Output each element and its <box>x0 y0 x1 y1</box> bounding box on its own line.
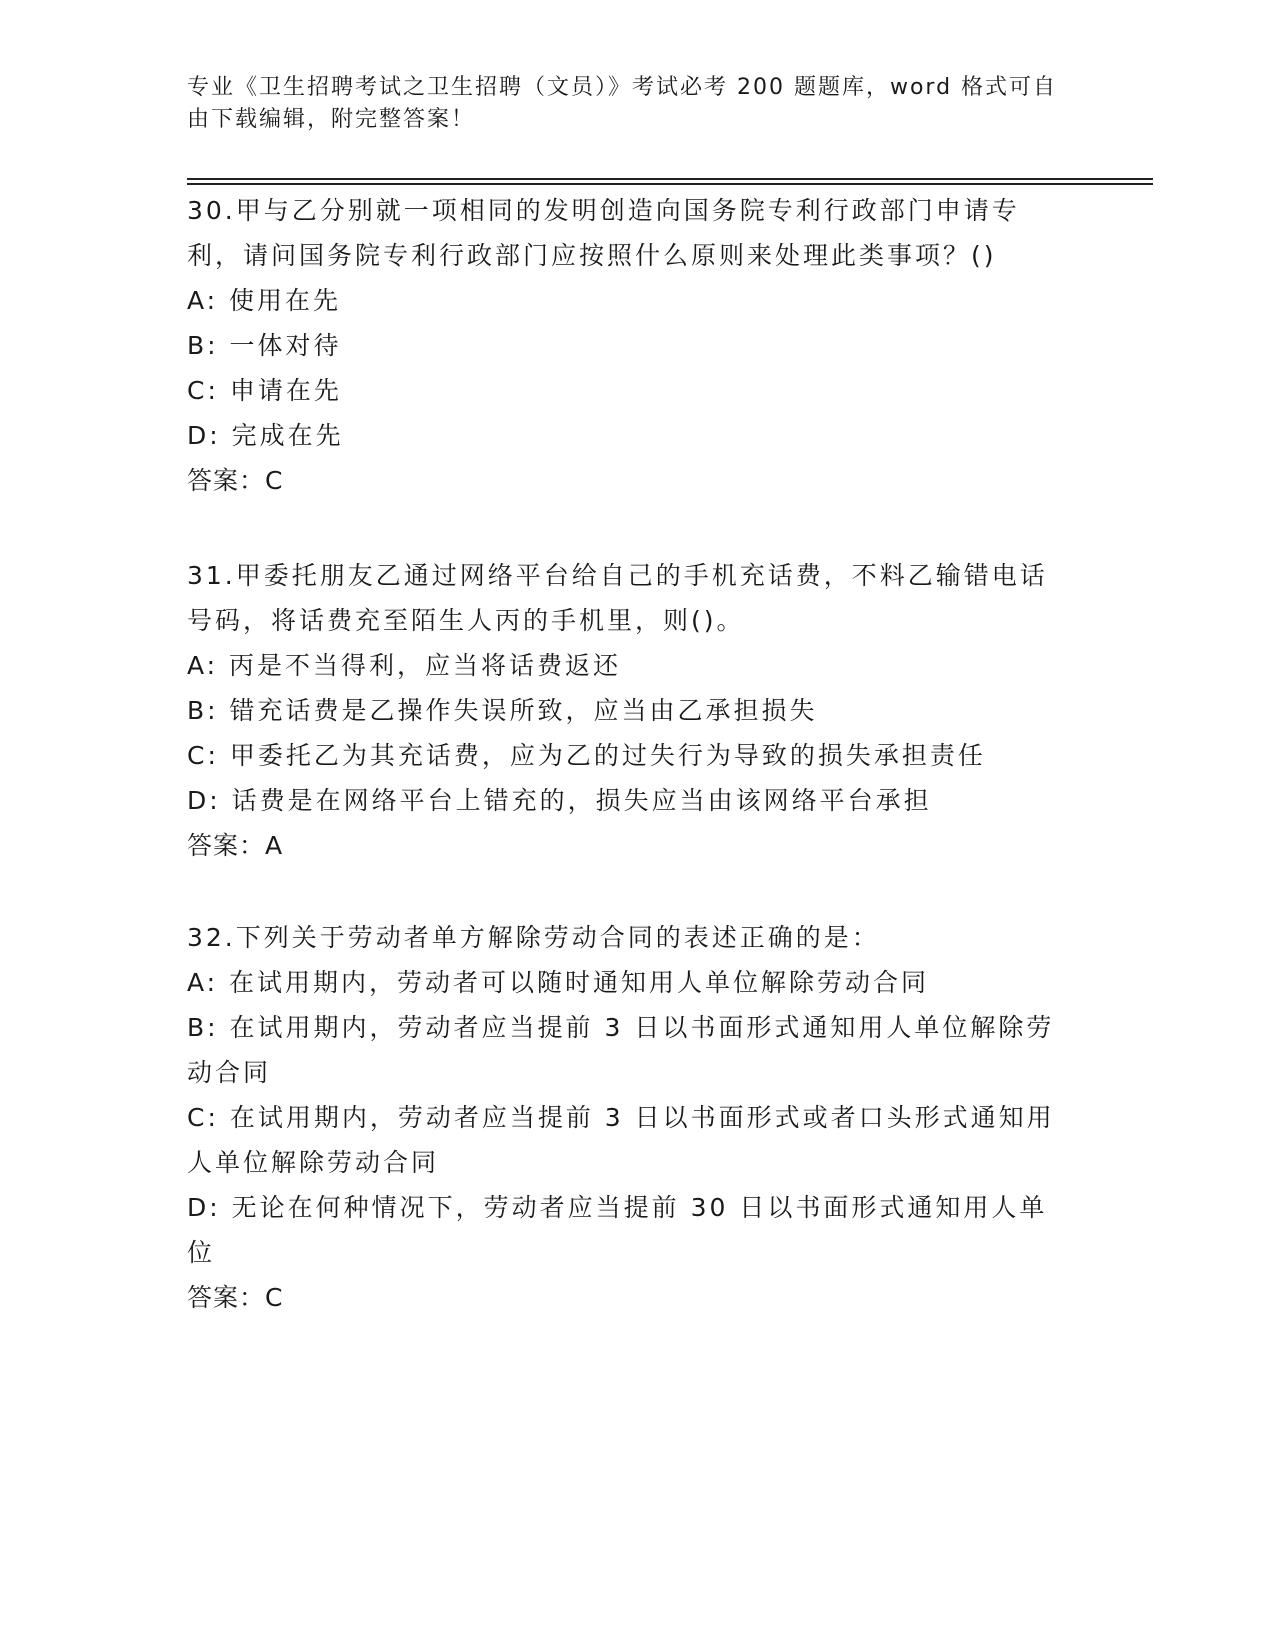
question-stem: 30.甲与乙分别就一项相同的发明创造向国务院专利行政部门申请专利，请问国务院专利行政部门应按照什么原则来处理此类事项？() <box>187 196 1020 270</box>
answer-label: 答案：C <box>187 466 284 495</box>
question-stem: 32.下列关于劳动者单方解除劳动合同的表述正确的是： <box>187 923 880 952</box>
option-c: C: 申请在先 <box>187 376 342 405</box>
question-31 <box>187 553 1067 868</box>
header-divider-top <box>187 178 1153 180</box>
option-a: A: 在试用期内，劳动者可以随时通知用人单位解除劳动合同 <box>187 968 930 997</box>
option-d: D: 无论在何种情况下，劳动者应当提前 30 日以书面形式通知用人单位 <box>187 1193 1048 1267</box>
option-a: A: 丙是不当得利，应当将话费返还 <box>187 651 622 680</box>
option-a: A: 使用在先 <box>187 286 342 315</box>
option-b: B: 在试用期内，劳动者应当提前 3 日以书面形式通知用人单位解除劳动合同 <box>187 1013 1055 1087</box>
answer-label: 答案：A <box>187 831 284 860</box>
option-b: B: 一体对待 <box>187 331 342 360</box>
option-c: C: 在试用期内，劳动者应当提前 3 日以书面形式或者口头形式通知用人单位解除劳动合同 <box>187 1103 1055 1177</box>
option-b: B: 错充话费是乙操作失误所致，应当由乙承担损失 <box>187 696 818 725</box>
option-c: C: 甲委托乙为其充话费，应为乙的过失行为导致的损失承担责任 <box>187 741 986 770</box>
question-stem: 31.甲委托朋友乙通过网络平台给自己的手机充话费，不料乙输错电话号码，将话费充至陌生人丙的手机里，则()。 <box>187 561 1048 635</box>
document-header: 专业《卫生招聘考试之卫生招聘（文员）》考试必考 200 题题库，word 格式可自由下载编辑，附完整答案！ <box>187 75 1058 132</box>
answer-label: 答案：C <box>187 1283 284 1312</box>
option-d: D: 话费是在网络平台上错充的，损失应当由该网络平台承担 <box>187 786 932 815</box>
question-32 <box>187 915 1067 1320</box>
header-divider-bottom <box>187 183 1153 185</box>
question-30 <box>187 188 1067 503</box>
option-d: D: 完成在先 <box>187 421 344 450</box>
